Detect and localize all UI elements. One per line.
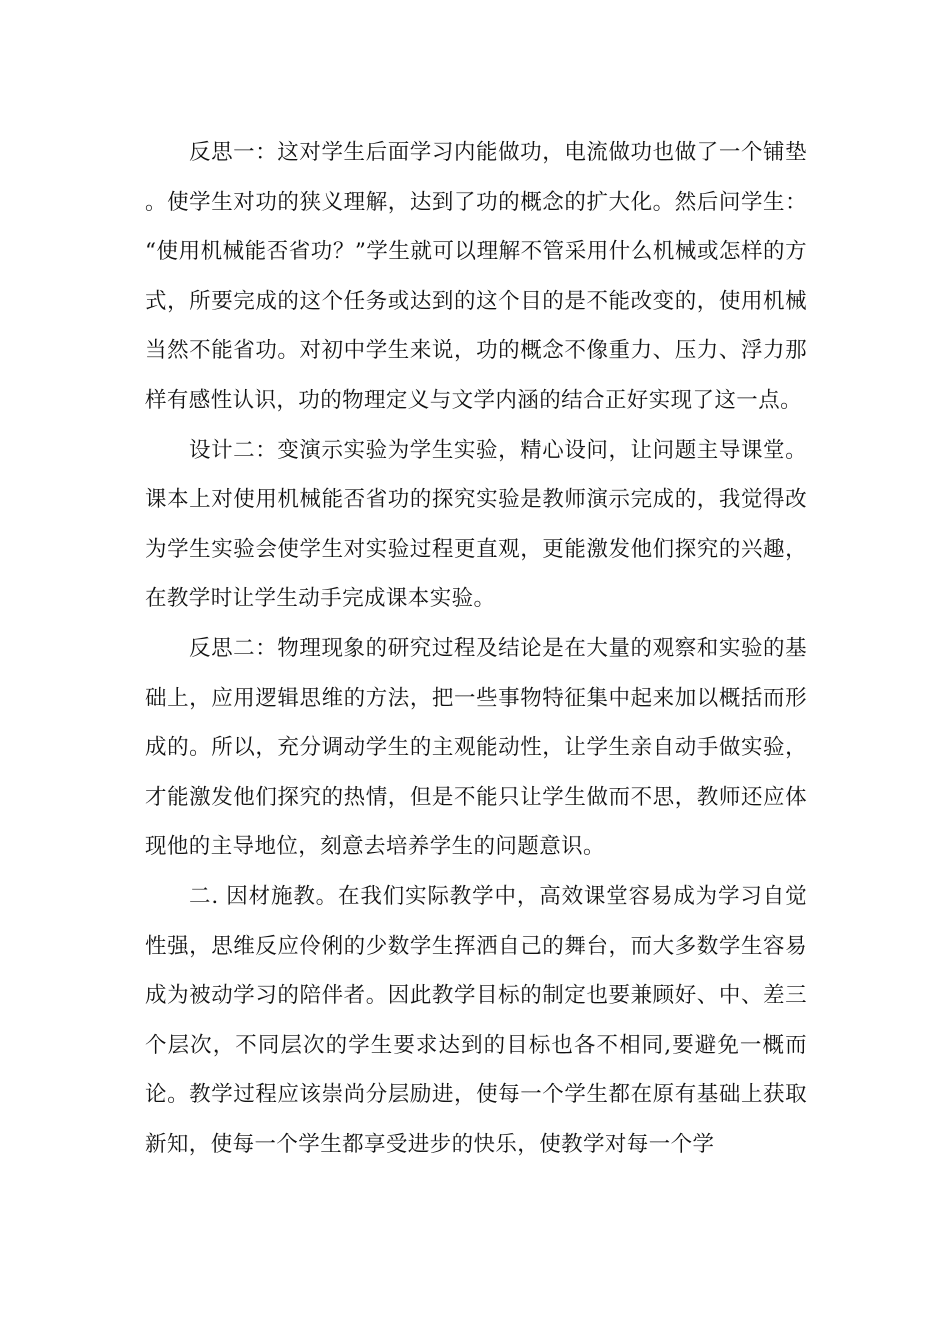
paragraph-section-two: 二. 因材施教。在我们实际教学中，高效课堂容易成为学习自觉性强，思维反应伶俐的少数学生挥洒自己的舞台，而大多数学生容易成为被动学习的陪伴者。因此教学目标的制定也要兼顾好、中、差三个层次，不同层次的学生要求达到的目标也各不相同,要避免一概而论。教学过程应该崇尚分层励进，使每一个学生都在原有基础上获取新知，使每一个学生都享受进步的快乐，使教学对每一个学 (145, 883, 807, 1157)
paragraph-reflection-one: 反思一：这对学生后面学习内能做功，电流做功也做了一个铺垫。使学生对功的狭义理解，达到了功的概念的扩大化。然后问学生：“使用机械能否省功？”学生就可以理解不管采用什么机械或怎样的方式，所要完成的这个任务或达到的这个目的是不能改变的，使用机械当然不能省功。对初中学生来说，功的概念不像重力、压力、浮力那样有感性认识，功的物理定义与文学内涵的结合正好实现了这一点。 (145, 140, 807, 413)
document-page (145, 128, 807, 1169)
paragraph-design-two: 设计二：变演示实验为学生实验，精心设问，让问题主导课堂。课本上对使用机械能否省功的探究实验是教师演示完成的，我觉得改为学生实验会使学生对实验过程更直观，更能激发他们探究的兴趣，在教学时让学生动手完成课本实验。 (145, 437, 807, 612)
paragraph-reflection-two: 反思二：物理现象的研究过程及结论是在大量的观察和实验的基础上，应用逻辑思维的方法，把一些事物特征集中起来加以概括而形成的。所以，充分调动学生的主观能动性，让学生亲自动手做实验，才能激发他们探究的热情，但是不能只让学生做而不思，教师还应体现他的主导地位，刻意去培养学生的问题意识。 (145, 635, 807, 860)
